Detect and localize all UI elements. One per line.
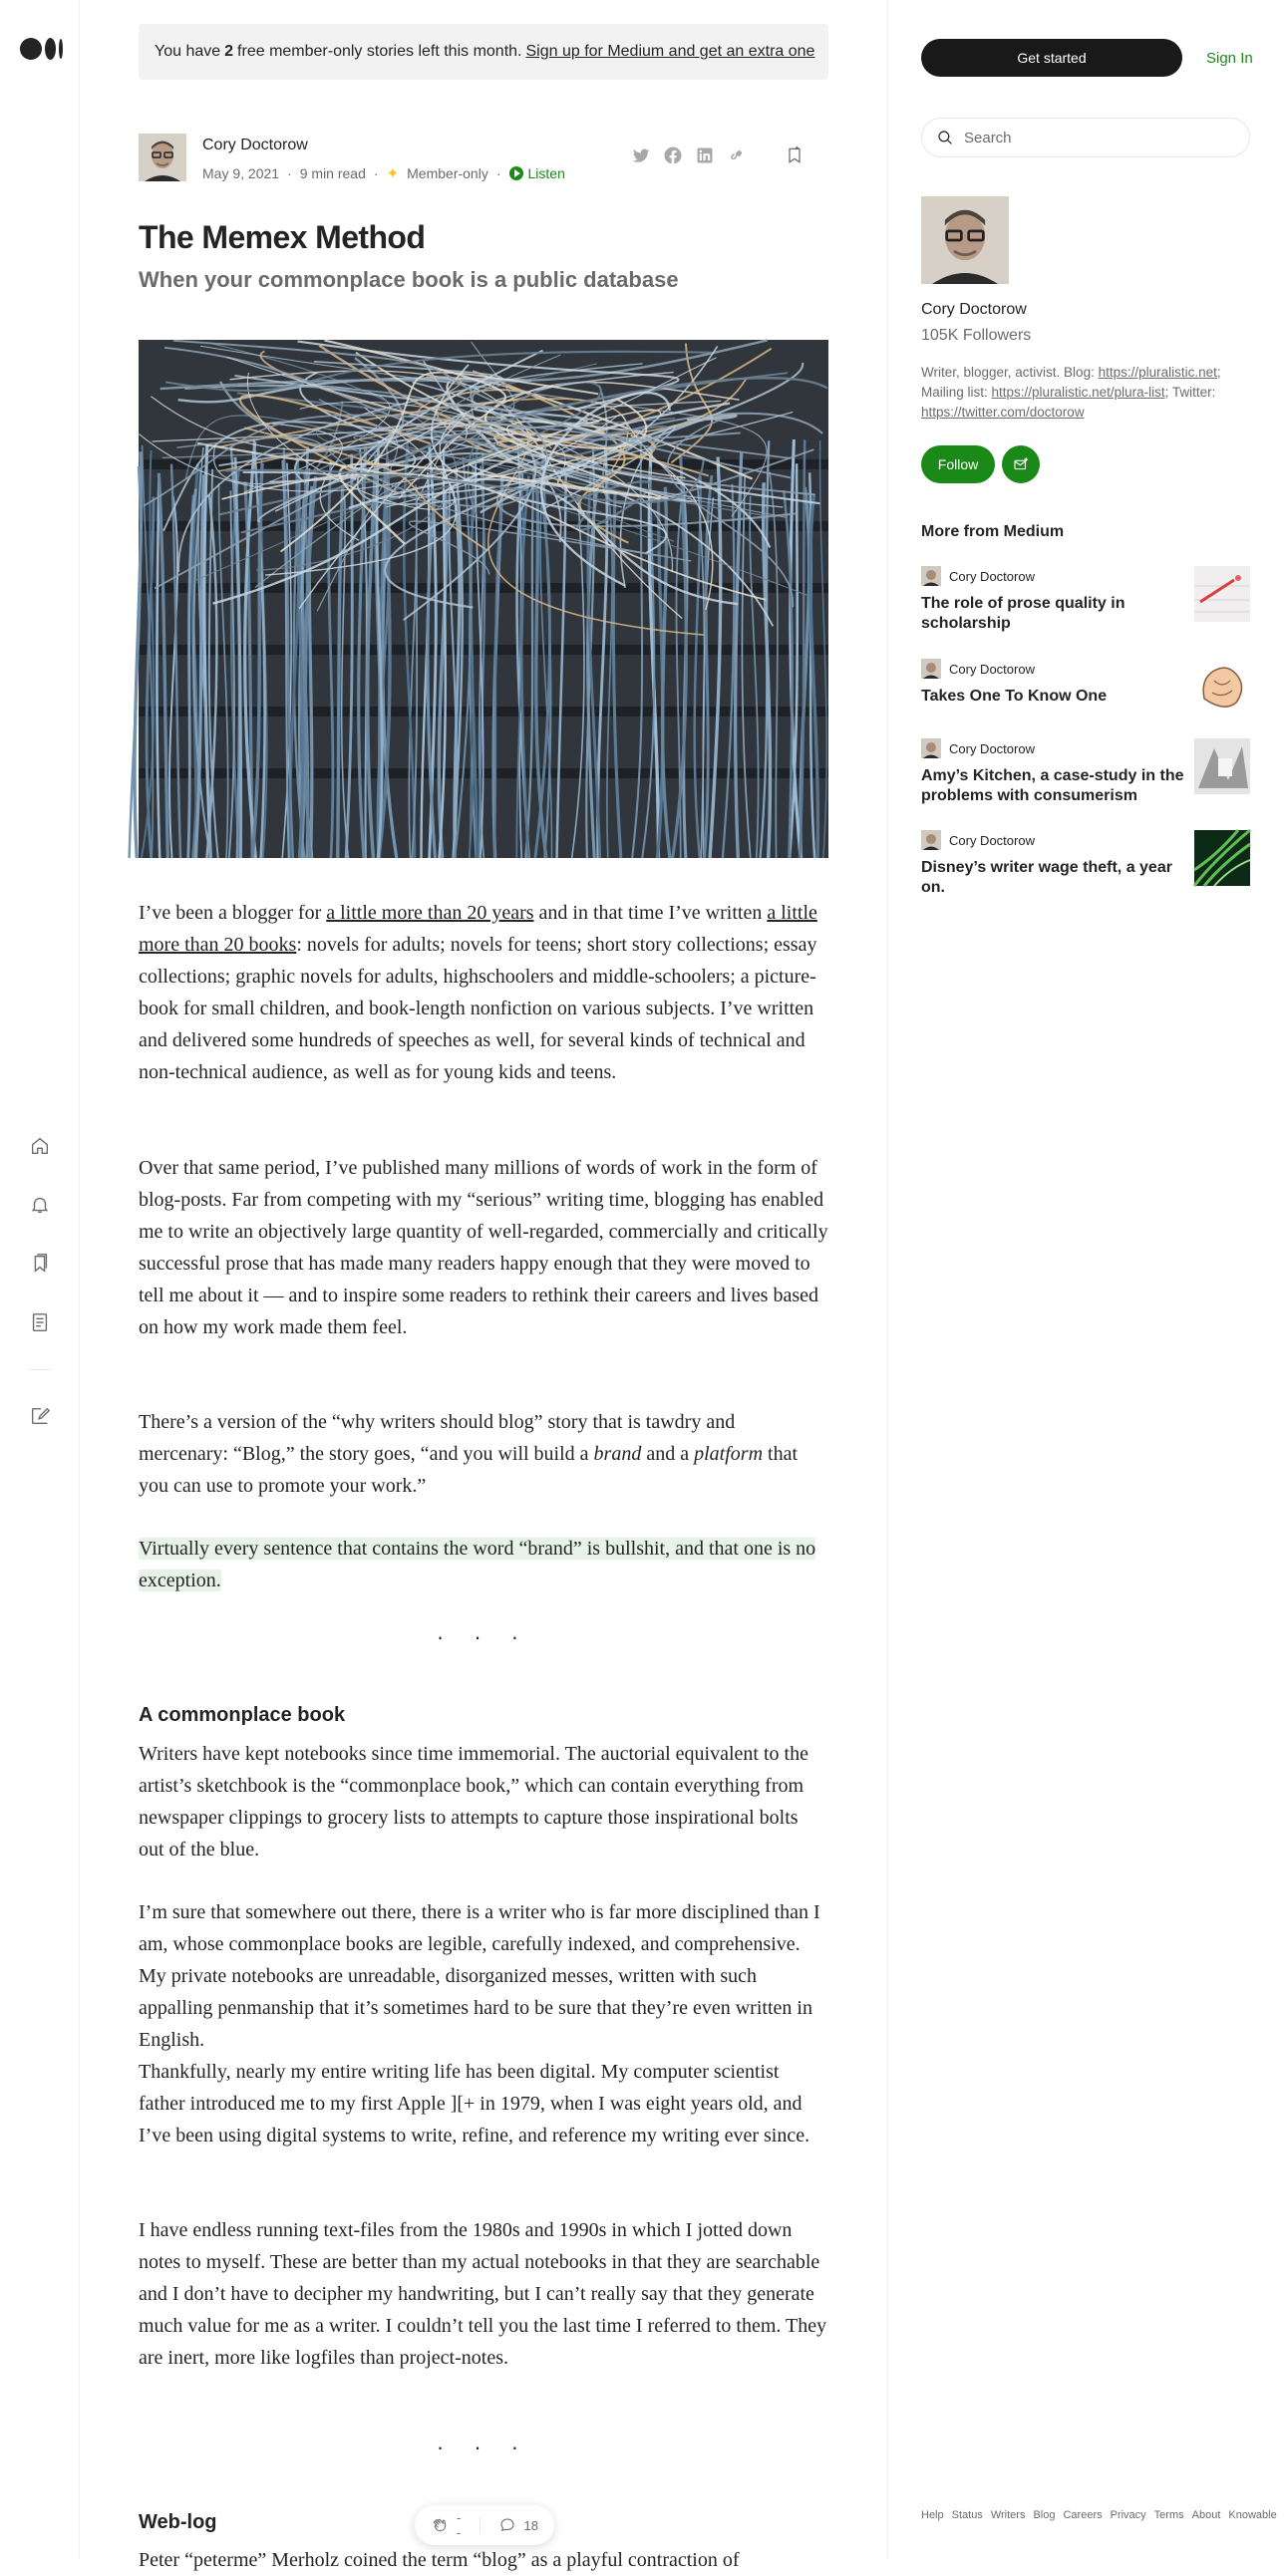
banner-text-after: free member-only stories left this month. xyxy=(237,43,522,60)
rec-title[interactable]: Amy’s Kitchen, a case-study in the problems with consumerism xyxy=(921,767,1184,804)
footer-link-about[interactable]: About xyxy=(1191,2509,1221,2521)
signup-link[interactable]: Sign up for Medium and get an extra one xyxy=(525,43,815,60)
rec-author-avatar xyxy=(921,830,941,850)
paragraph-7: Thankfully, nearly my entire writing life has been digital. My computer scientist father introduced me to my first Apple ][+ in 1979, when I was eight years old, and I’ve been using digital systems to write, refine, and reference my writing ever since. xyxy=(139,2061,810,2147)
recommended-story[interactable] xyxy=(921,830,1250,896)
rec-author-avatar xyxy=(921,659,941,679)
rec-thumbnail xyxy=(1194,659,1250,715)
author-bio: Writer, blogger, activist. Blog: https://pluralistic.net; Mailing list: https://pluralistic.net/plura-list; Twitter: https://twitter.com/doctorow xyxy=(921,365,1221,420)
sign-in-link[interactable]: Sign In xyxy=(1206,50,1253,67)
publish-date: May 9, 2021 xyxy=(202,165,280,181)
listen-label: Listen xyxy=(527,165,565,181)
article-meta: May 9, 2021 · 9 min read · ✦ Member-only · Listen xyxy=(202,165,565,182)
footer-link-knowable[interactable]: Knowable xyxy=(1228,2509,1277,2521)
recommended-story[interactable] xyxy=(921,659,1250,718)
response-count: 18 xyxy=(523,2517,538,2533)
link-icon[interactable] xyxy=(727,145,747,165)
paragraph-2: Over that same period, I’ve published many millions of words of work in the form of blog-posts. Far from competing with my “serious” writing time, blogging has enabled me to write an objectively large quantity of well-regarded, commercially and critically successful prose that has made many readers happy enough that they were moved to tell me about it — and to inspire some readers to rethink their careers and lives based on how my work made them feel. xyxy=(139,1157,828,1338)
left-rail xyxy=(0,0,80,2559)
author-row xyxy=(139,134,828,183)
paragraph-1: I’ve been a blogger for a little more than 20 years and in that time I’ve written a little more than 20 books: novels for adults; novels for teens; short story collections; essay collections; graphic novels for adults, highschoolers and middle-schoolers; a picture-book for small children, and book-length nonfiction on various subjects. I’ve written and delivered some hundreds of speeches as well, for several kinds of technical and non-technical audience, as well as for young kids and teens. xyxy=(139,902,817,1083)
author-name[interactable]: Cory Doctorow xyxy=(202,137,308,153)
follow-button[interactable]: Follow xyxy=(921,445,995,483)
hero-image xyxy=(139,340,828,858)
rec-author: Cory Doctorow xyxy=(949,662,1035,677)
rec-thumbnail xyxy=(1194,830,1250,886)
stories-icon[interactable] xyxy=(29,1311,51,1333)
recommended-story[interactable] xyxy=(921,566,1250,632)
link-20-books[interactable]: a little more than 20 books xyxy=(139,902,817,956)
response-icon[interactable] xyxy=(498,2516,516,2534)
paragraph-3: There’s a version of the “why writers should blog” story that is tawdry and mercenary: “Blog,” the story goes, “and you will build a brand and a platform that you can use to promote your work.” xyxy=(139,1411,799,1497)
search-box[interactable] xyxy=(921,118,1250,157)
get-started-button[interactable]: Get started xyxy=(921,39,1182,77)
search-input[interactable] xyxy=(964,130,1223,146)
bookmark-icon[interactable] xyxy=(785,145,804,165)
search-icon xyxy=(936,129,954,146)
heading-commonplace: A commonplace book xyxy=(139,1704,346,1726)
listen-button[interactable] xyxy=(509,165,565,181)
twitter-icon[interactable] xyxy=(631,145,651,165)
footer-link-blog[interactable]: Blog xyxy=(1033,2509,1056,2521)
rec-title[interactable]: The role of prose quality in scholarship xyxy=(921,595,1125,632)
subscribe-button[interactable] xyxy=(1002,445,1040,483)
cables-illustration xyxy=(139,340,828,858)
notifications-icon[interactable] xyxy=(29,1194,51,1216)
rec-thumbnail xyxy=(1194,566,1250,622)
medium-logo[interactable] xyxy=(20,38,63,60)
banner-text: You have xyxy=(155,43,221,60)
follower-count[interactable]: 105K Followers xyxy=(921,327,1032,344)
bio-link-twitter[interactable]: https://twitter.com/doctorow xyxy=(921,405,1085,420)
mail-plus-icon xyxy=(1012,455,1030,473)
article-title: The Memex Method xyxy=(139,219,426,255)
paragraph-6: I’m sure that somewhere out there, there is a writer who is far more disciplined than I am, whose commonplace books are legible, carefully indexed, and comprehensive. My private notebooks are unreadable, disorganized messes, written with such appalling penmanship that it’s sometimes hard to be sure that they’re even written in English. xyxy=(139,1901,820,2051)
sidebar-footer xyxy=(921,2507,1277,2523)
sidebar-author-avatar[interactable] xyxy=(921,196,1009,284)
author-avatar[interactable] xyxy=(139,134,186,181)
footer-link-status[interactable]: Status xyxy=(951,2509,983,2521)
read-time: 9 min read xyxy=(299,165,366,181)
linkedin-icon[interactable] xyxy=(695,145,715,165)
rec-thumbnail xyxy=(1194,738,1250,794)
footer-link-terms[interactable]: Terms xyxy=(1153,2509,1184,2521)
lists-icon[interactable] xyxy=(29,1253,51,1275)
heading-weblog: Web-log xyxy=(139,2511,217,2533)
footer-link-help[interactable]: Help xyxy=(921,2509,944,2521)
rec-author-avatar xyxy=(921,738,941,758)
highlight[interactable]: Virtually every sentence that contains the word “brand” is bullshit, and that one is no exception. xyxy=(139,1538,816,1591)
sidebar-author-name[interactable]: Cory Doctorow xyxy=(921,301,1027,318)
paragraph-5: Writers have kept notebooks since time immemorial. The auctorial equivalent to the artist’s sketchbook is the “commonplace book,” which can contain everything from newspaper clippings to grocery lists to attempts to capture those inspirational bolts out of the blue. xyxy=(139,1743,808,1860)
write-icon[interactable] xyxy=(29,1405,51,1427)
member-banner xyxy=(139,24,828,80)
right-sidebar xyxy=(887,0,1280,2559)
rec-title[interactable]: Takes One To Know One xyxy=(921,688,1108,705)
banner-count: 2 xyxy=(224,43,234,60)
clap-bar xyxy=(415,2505,554,2545)
rec-title[interactable]: Disney’s writer wage theft, a year on. xyxy=(921,859,1172,896)
rec-author-avatar xyxy=(921,566,941,586)
rail-divider xyxy=(29,1369,51,1370)
recommended-story[interactable] xyxy=(921,738,1250,804)
section-separator: · · · xyxy=(436,1624,531,1649)
facebook-icon[interactable] xyxy=(663,145,683,165)
article-subtitle: When your commonplace book is a public database xyxy=(139,267,679,292)
highlighted-paragraph xyxy=(139,1533,828,1596)
link-20-years[interactable]: a little more than 20 years xyxy=(326,902,534,924)
home-icon[interactable] xyxy=(29,1135,51,1157)
paragraph-8: I have endless running text-files from the 1980s and 1990s in which I jotted down notes to myself. These are better than my actual notebooks in that they are searchable and I don’t have to decipher my handwriting, but I can’t really say that they generate much value for me as a writer. I couldn’t tell you the last time I referred to them. They are inert, more like logfiles than project-notes. xyxy=(139,2219,827,2369)
clap-icon[interactable] xyxy=(431,2516,449,2534)
rec-author: Cory Doctorow xyxy=(949,833,1035,848)
paragraph-9: Peter “peterme” Merholz coined the term “blog” as a playful contraction of xyxy=(139,2549,740,2571)
bio-link-blog[interactable]: https://pluralistic.net xyxy=(1098,365,1217,380)
member-star-icon: ✦ xyxy=(386,165,400,182)
bio-link-mailing[interactable]: https://pluralistic.net/plura-list xyxy=(991,385,1165,400)
rec-author: Cory Doctorow xyxy=(949,569,1035,584)
member-only-label: Member-only xyxy=(407,165,488,181)
footer-link-privacy[interactable]: Privacy xyxy=(1110,2509,1146,2521)
footer-link-writers[interactable]: Writers xyxy=(990,2509,1026,2521)
play-icon xyxy=(509,166,523,180)
more-from-medium-heading: More from Medium xyxy=(921,523,1065,540)
section-separator-2: · · · xyxy=(436,2434,531,2459)
clap-count: -- xyxy=(457,2510,462,2540)
rec-author: Cory Doctorow xyxy=(949,741,1035,756)
footer-link-careers[interactable]: Careers xyxy=(1063,2509,1103,2521)
